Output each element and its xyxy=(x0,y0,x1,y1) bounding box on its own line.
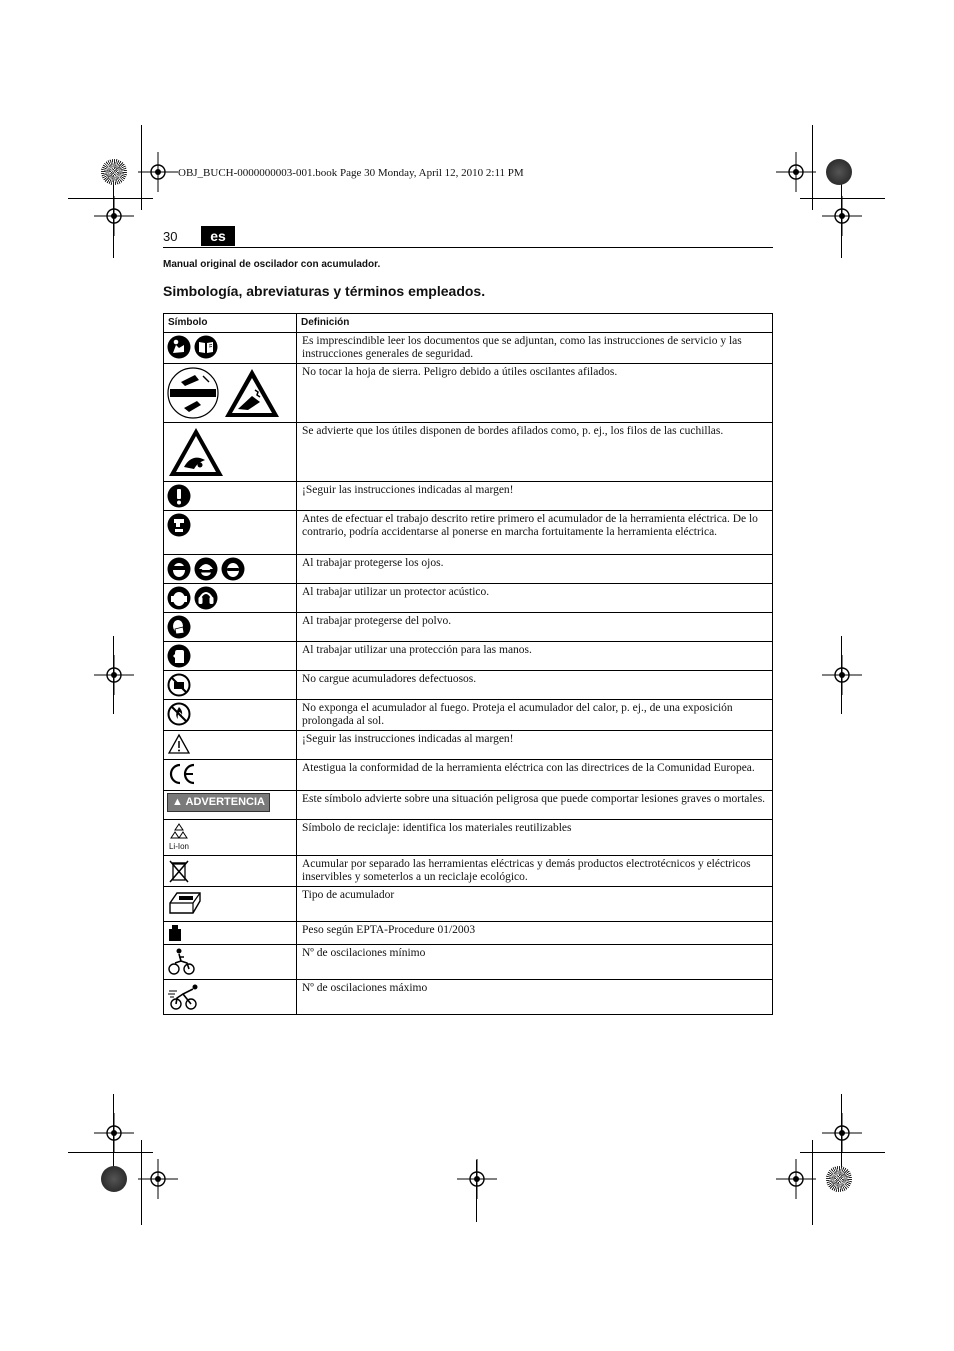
definition-cell: Símbolo de reciclaje: identifica los materiales reutilizables xyxy=(297,820,773,856)
definition-cell: Al trabajar protegerse los ojos. xyxy=(297,555,773,584)
definition-cell: Este símbolo advierte sobre una situación peligrosa que puede comportar lesiones graves o mortales. xyxy=(297,791,773,820)
sharp-edges-warning-icon xyxy=(167,425,225,479)
read-manual-icon xyxy=(167,335,191,359)
crosshair-target xyxy=(94,196,134,236)
slow-cyclist-icon xyxy=(167,947,197,977)
definition-cell: Al trabajar protegerse del polvo. xyxy=(297,613,773,642)
definition-cell: ¡Seguir las instrucciones indicadas al margen! xyxy=(297,731,773,760)
face-shield-icon xyxy=(167,557,191,581)
column-header-symbol: Símbolo xyxy=(164,314,297,333)
page-number: 30 xyxy=(163,229,178,244)
symbol-cell xyxy=(164,980,297,1015)
definition-cell: Nº de oscilaciones mínimo xyxy=(297,945,773,980)
symbol-cell xyxy=(164,482,297,511)
crosshair-target xyxy=(776,1159,816,1199)
definition-cell: No exponga el acumulador al fuego. Proteja el acumulador del calor, p. ej., de una exposición prolongada al sol. xyxy=(297,700,773,731)
registration-rosette xyxy=(101,159,127,185)
definition-cell: Tipo de acumulador xyxy=(297,887,773,922)
safety-helmet-icon xyxy=(194,557,218,581)
crosshair-target xyxy=(94,1113,134,1153)
symbol-cell xyxy=(164,820,297,856)
column-header-definition: Definición xyxy=(297,314,773,333)
table-header-row xyxy=(164,314,773,333)
registration-rosette xyxy=(826,159,852,185)
table-row xyxy=(164,922,773,945)
mandatory-exclamation-icon xyxy=(167,484,191,508)
definition-cell: Acumular por separado las herramientas eléctricas y demás productos electrotécnicos y eléctricos inservibles y someterlos a un reciclaje ecológico. xyxy=(297,856,773,887)
file-header: OBJ_BUCH-0000000003-001.book Page 30 Monday, April 12, 2010 2:11 PM xyxy=(178,167,524,179)
table-row xyxy=(164,584,773,613)
crosshair-target xyxy=(822,655,862,695)
header-rule xyxy=(163,247,773,248)
definition-cell: Peso según EPTA-Procedure 01/2003 xyxy=(297,922,773,945)
ce-mark-icon xyxy=(167,762,197,786)
symbols-table xyxy=(163,313,773,1015)
symbol-cell xyxy=(164,700,297,731)
ear-muffs-icon xyxy=(194,586,218,610)
definition-cell: Se advierte que los útiles disponen de bordes afilados como, p. ej., los filos de las cuchillas. xyxy=(297,423,773,482)
definition-cell: Al trabajar utilizar un protector acústico. xyxy=(297,584,773,613)
symbol-cell xyxy=(164,555,297,584)
definition-cell: Al trabajar utilizar una protección para las manos. xyxy=(297,642,773,671)
registration-rosette xyxy=(101,1166,127,1192)
advertencia-label: ▲ ADVERTENCIA xyxy=(167,793,270,812)
no-fire-battery-icon xyxy=(167,702,191,726)
symbol-cell xyxy=(164,731,297,760)
no-defective-battery-icon xyxy=(167,673,191,697)
crosshair-target xyxy=(822,196,862,236)
section-title: Simbología, abreviaturas y términos empleados. xyxy=(163,283,486,299)
symbol-cell xyxy=(164,856,297,887)
crosshair-target xyxy=(138,1159,178,1199)
table-row xyxy=(164,791,773,820)
fast-cyclist-icon xyxy=(167,982,201,1012)
table-row xyxy=(164,423,773,482)
symbol-cell xyxy=(164,423,297,482)
table-row xyxy=(164,613,773,642)
cutting-hazard-icon xyxy=(222,366,282,420)
dust-mask-icon xyxy=(167,615,191,639)
symbol-cell xyxy=(164,671,297,700)
language-badge: es xyxy=(201,226,235,246)
attention-blade-icon xyxy=(167,366,219,420)
warning-triangle-icon xyxy=(167,733,191,755)
symbol-cell xyxy=(164,922,297,945)
table-row xyxy=(164,760,773,791)
ear-protection-icon xyxy=(167,586,191,610)
table-row xyxy=(164,671,773,700)
definition-cell: Nº de oscilaciones máximo xyxy=(297,980,773,1015)
safety-glasses-icon xyxy=(221,557,245,581)
registration-rosette xyxy=(826,1166,852,1192)
li-ion-label: Li-Ion xyxy=(168,842,189,851)
definition-cell: Antes de efectuar el trabajo descrito retire primero el acumulador de la herramienta eléctrica. De lo contrario, podría accidentarse al ponerse en marcha fortuitamente la herramienta eléctrica. xyxy=(297,511,773,555)
definition-cell: No cargue acumuladores defectuosos. xyxy=(297,671,773,700)
table-row xyxy=(164,482,773,511)
symbol-cell xyxy=(164,511,297,555)
remove-battery-icon xyxy=(167,513,191,537)
weight-icon xyxy=(167,924,183,942)
table-row xyxy=(164,642,773,671)
table-row xyxy=(164,333,773,364)
document-subtitle: Manual original de oscilador con acumulador. xyxy=(163,259,381,270)
table-row xyxy=(164,731,773,760)
table-row xyxy=(164,887,773,922)
crosshair-target xyxy=(776,152,816,192)
table-row xyxy=(164,364,773,423)
definition-cell: ¡Seguir las instrucciones indicadas al margen! xyxy=(297,482,773,511)
table-row xyxy=(164,511,773,555)
crosshair-target xyxy=(94,655,134,695)
symbol-cell xyxy=(164,613,297,642)
table-row xyxy=(164,700,773,731)
definition-cell: Atestigua la conformidad de la herramienta eléctrica con las directrices de la Comunidad Europea. xyxy=(297,760,773,791)
symbol-cell xyxy=(164,584,297,613)
symbol-cell xyxy=(164,364,297,423)
symbol-cell xyxy=(164,333,297,364)
table-row xyxy=(164,820,773,856)
symbol-cell xyxy=(164,791,297,820)
table-row xyxy=(164,980,773,1015)
definition-cell: No tocar la hoja de sierra. Peligro debido a útiles oscilantes afilados. xyxy=(297,364,773,423)
li-ion-recycling-icon xyxy=(167,822,191,851)
advertencia-text: ADVERTENCIA xyxy=(185,796,265,808)
crossed-bin-icon xyxy=(167,858,191,884)
symbol-cell xyxy=(164,760,297,791)
crosshair-target xyxy=(457,1159,497,1199)
protective-gloves-icon xyxy=(167,644,191,668)
table-row xyxy=(164,945,773,980)
manual-book-icon xyxy=(194,335,218,359)
symbol-cell xyxy=(164,887,297,922)
table-row xyxy=(164,555,773,584)
symbol-cell xyxy=(164,642,297,671)
symbol-cell xyxy=(164,945,297,980)
battery-pack-icon xyxy=(167,889,203,919)
crosshair-target xyxy=(138,152,178,192)
crosshair-target xyxy=(822,1113,862,1153)
table-row xyxy=(164,856,773,887)
definition-cell: Es imprescindible leer los documentos que se adjuntan, como las instrucciones de servicio y las instrucciones generales de seguridad. xyxy=(297,333,773,364)
